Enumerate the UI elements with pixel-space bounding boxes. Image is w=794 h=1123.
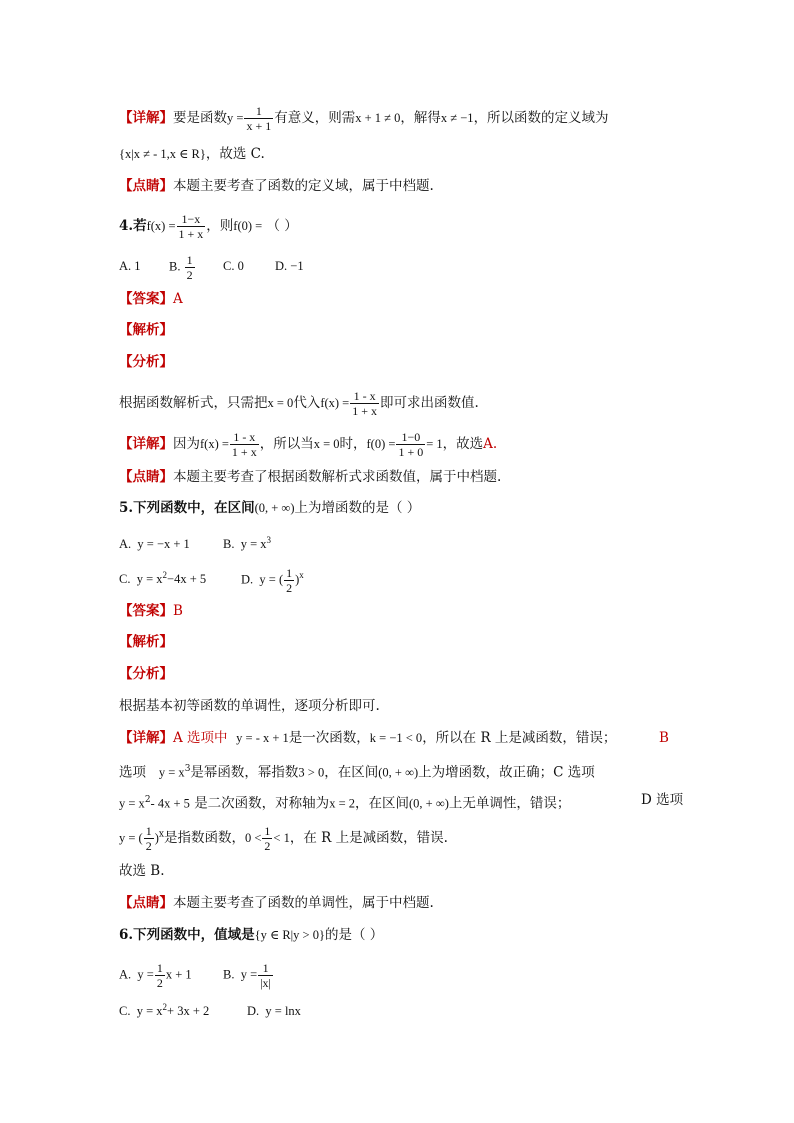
q3-detail-line2: {x|x ≠ - 1,x ∈ R}，故选 C. (119, 146, 265, 162)
q5-analysis: 根据基本初等函数的单调性，逐项分析即可. (119, 698, 380, 714)
fraction: $\frac{1-x}{1 + x}$ (178, 212, 204, 241)
option-c: C. $y = x^2+ 3x + 2$ (119, 1002, 210, 1019)
option-d: D. y = lnx (247, 1004, 301, 1019)
q4-answer: 【答案】A (119, 291, 183, 307)
option-d: D. −1 (275, 259, 304, 274)
option-b: B. $y = x^3$ (223, 535, 272, 552)
q5-options-ab (119, 531, 271, 553)
q4-fenxi: 【分析】 (119, 354, 173, 370)
q3-comment-line: 【点睛】本题主要考查了函数的定义域，属于中档题. (119, 178, 434, 194)
q5-stem: 5.下列函数中，在区间(0, + ∞)上为增函数的是（ ） (119, 500, 421, 516)
q5-detail-1: 【详解】A 选项中 y = - x + 1是一次函数，k = −1 < 0，所以在 R 上是减函数，错误； B (119, 730, 669, 746)
q5-detail-4: y = ( $\frac{1}{2}$ )$^x$是指数函数，0 < $\frac{1}{2}$ < 1，在 R 上是减函数，错误. (119, 824, 448, 853)
q6-options-cd (119, 998, 301, 1020)
q5-answer: 【答案】B (119, 603, 183, 619)
q4-stem: 4.若f(x) = $\frac{1-x}{1 + x}$ ，则f(0) = （ ） (119, 212, 298, 241)
q4-comment: 【点睛】本题主要考查了根据函数解析式求函数值，属于中档题. (119, 469, 502, 485)
fraction: $\frac{1 - x}{1 + x}$ (352, 389, 378, 418)
q4-options (119, 253, 304, 282)
fraction: $\frac{1}{x + 1}$ (246, 104, 272, 133)
fraction: $\frac{1-0}{1 + 0}$ (398, 430, 424, 459)
q3-detail-line: 【详解】要是函数y = $\frac{1}{x + 1}$ 有意义，则需x + 1 ≠ 0，解得x ≠ −1，所以函数的定义域为 (119, 104, 609, 133)
q5-comment: 【点睛】本题主要考查了函数的单调性，属于中档题. (119, 895, 434, 911)
option-a: A. y = $\frac{1}{2}$ x + 1 (119, 961, 192, 990)
q5-jiexi: 【解析】 (119, 634, 173, 650)
q5-detail-3: $y = x^2-$ 4x + 5 是二次函数，对称轴为x = 2，在区间(0, + ∞)上无单调性，错误； D 选项 (119, 792, 684, 812)
option-b: B. $\frac{1}{2}$ (169, 253, 193, 282)
option-c: C. 0 (223, 259, 244, 274)
comment-tag: 【点睛】 (119, 178, 173, 194)
q4-jiexi: 【解析】 (119, 322, 173, 338)
q4-detail: 【详解】因为f(x) = $\frac{1 - x}{1 + x}$ ，所以当x = 0时，f(0) = $\frac{1-0}{1 + 0}$ = 1，故选A. (119, 430, 498, 459)
q6-stem: 6.下列函数中，值域是{y ∈ R|y > 0}的是（ ） (119, 927, 384, 943)
option-d: D. y = ( $\frac{1}{2}$ )$^x$ (241, 566, 304, 595)
option-a: A. y = −x + 1 (119, 537, 190, 552)
q6-options-ab (119, 961, 274, 990)
option-b: B. y = $\frac{1}{|x|}$ (223, 961, 271, 990)
option-a: A. 1 (119, 259, 141, 274)
detail-tag: 【详解】 (119, 110, 173, 126)
fraction: $\frac{1 - x}{1 + x}$ (231, 430, 257, 459)
q5-detail-2: 选项 $y = x^3$是幂函数，幂指数3 > 0，在区间(0, + ∞)上为增函数，故正确；C 选项 (119, 764, 595, 781)
option-c: C. $y = x^2-4x + 5$ (119, 570, 207, 587)
q5-fenxi: 【分析】 (119, 666, 173, 682)
q5-options-cd (119, 566, 304, 595)
q5-conclusion: 故选 B. (119, 863, 165, 879)
q4-analysis: 根据函数解析式，只需把x = 0代入f(x) = $\frac{1 - x}{1 + x}$ 即可求出函数值. (119, 389, 479, 418)
